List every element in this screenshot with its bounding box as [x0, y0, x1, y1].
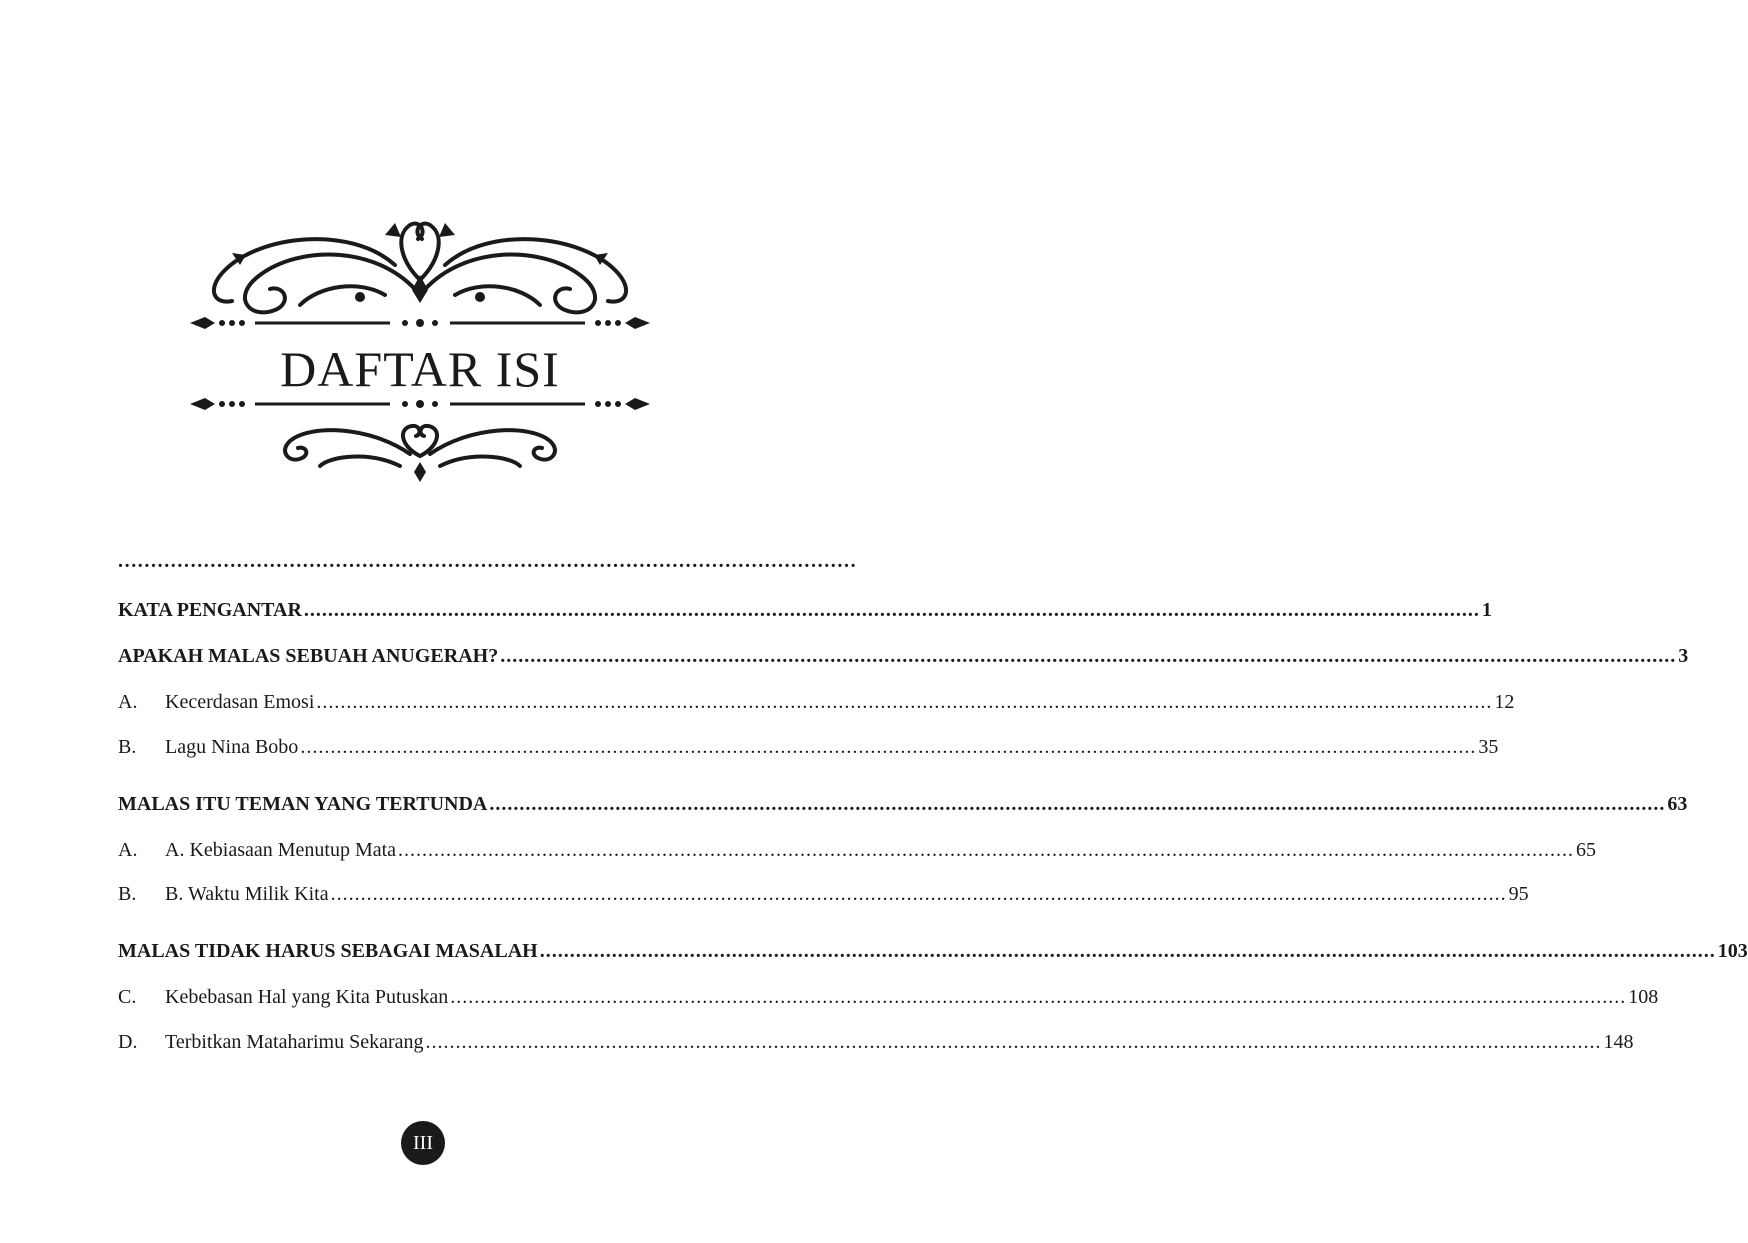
toc-entry[interactable] — [118, 790, 1688, 818]
toc-entry-page: 3 — [1678, 645, 1689, 667]
dot-leader — [426, 1028, 1602, 1056]
toc-entry[interactable] — [118, 983, 1659, 1011]
toc-entry-label: MALAS TIDAK HARUS SEBAGAI MASALAH — [118, 940, 538, 962]
toc-entry-label: APAKAH MALAS SEBUAH ANUGERAH? — [118, 645, 499, 667]
dot-leader — [304, 596, 1480, 624]
toc-entry-page: 95 — [1508, 883, 1529, 905]
toc-entry-page: 103 — [1717, 940, 1748, 962]
toc-entry-label: MALAS ITU TEMAN YANG TERTUNDA — [118, 793, 488, 815]
dot-leader — [500, 642, 1676, 670]
dot-leader — [316, 688, 1492, 716]
toc-entry-label: B. Waktu Milik Kita — [165, 883, 329, 905]
toc-entry[interactable] — [118, 642, 1689, 670]
bottom-flourish-ornament — [0, 416, 840, 486]
toc-entry-letter: A. — [118, 839, 138, 861]
toc-entry[interactable] — [118, 836, 1597, 864]
toc-entry-label: KATA PENGANTAR — [118, 599, 302, 621]
toc-entry-page: 12 — [1494, 691, 1515, 713]
toc-entry-letter: A. — [118, 691, 138, 713]
dot-leader — [331, 880, 1507, 908]
page-title: DAFTAR ISI — [280, 341, 560, 397]
toc-entry[interactable] — [118, 937, 1748, 965]
toc-entry[interactable] — [118, 880, 1529, 908]
toc-entry-page: 63 — [1667, 793, 1688, 815]
toc-entry[interactable] — [118, 733, 1499, 761]
dot-leader — [489, 790, 1665, 818]
toc-entry[interactable] — [118, 596, 1492, 624]
toc-entry-page: 148 — [1603, 1031, 1634, 1053]
toc-entry-label: Kebebasan Hal yang Kita Putuskan — [165, 986, 449, 1008]
toc-entry-page: 65 — [1576, 839, 1597, 861]
toc-entry[interactable] — [118, 1028, 1634, 1056]
top-flourish-ornament — [0, 205, 840, 335]
toc-entry[interactable] — [118, 688, 1515, 716]
toc-entry-letter: D. — [118, 1031, 138, 1053]
toc-entry-page: 108 — [1628, 986, 1659, 1008]
toc-entry-label: Terbitkan Mataharimu Sekarang — [165, 1031, 424, 1053]
separator-ornament-line — [0, 392, 840, 416]
toc-entry-letter: B. — [118, 736, 137, 758]
dot-leader — [540, 937, 1716, 965]
toc-entry-label: A. Kebiasaan Menutup Mata — [165, 839, 397, 861]
page-number-badge: III — [401, 1121, 445, 1165]
toc-entry-page: 35 — [1478, 736, 1499, 758]
toc-entry-page: 1 — [1481, 599, 1492, 621]
dot-leader — [450, 983, 1626, 1011]
toc-entry-letter: C. — [118, 986, 137, 1008]
dotted-divider: ................................................................................................................ — [118, 550, 858, 572]
toc-entry-letter: B. — [118, 883, 137, 905]
dot-leader — [398, 836, 1574, 864]
dot-leader — [300, 733, 1476, 761]
toc-entry-label: Lagu Nina Bobo — [165, 736, 299, 758]
toc-entry-label: Kecerdasan Emosi — [165, 691, 315, 713]
